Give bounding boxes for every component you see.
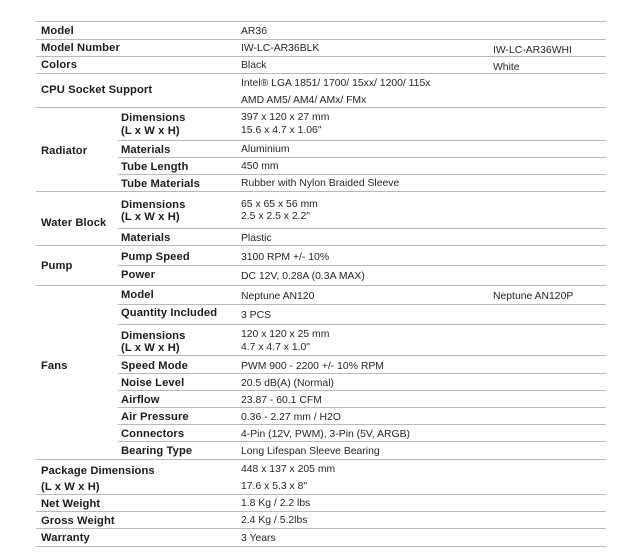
group-label-pump: Pump [41, 260, 73, 272]
row-divider [118, 228, 606, 229]
row-divider [36, 39, 606, 40]
spec-label-power: Power [121, 269, 156, 281]
spec-value-color-black: Black [241, 60, 267, 71]
spec-value-model-number-black: IW-LC-AR36BLK [241, 43, 320, 54]
spec-label-waterblock-dimensions: Dimensions [121, 199, 186, 211]
spec-sublabel-radiator-dimensions: (L x W x H) [121, 125, 180, 137]
spec-value-bearing-type: Long Lifespan Sleeve Bearing [241, 446, 380, 457]
spec-value-package-dim-mm: 448 x 137 x 205 mm [241, 464, 336, 475]
group-label-radiator: Radiator [41, 145, 88, 157]
row-divider [36, 21, 606, 22]
spec-label-net-weight: Net Weight [41, 498, 101, 510]
row-divider [36, 73, 606, 74]
row-divider [36, 459, 606, 460]
spec-value-radiator-materials: Aluminium [241, 144, 290, 155]
spec-value-waterblock-dim-mm: 65 x 65 x 56 mm [241, 199, 318, 210]
spec-sublabel-waterblock-dimensions: (L x W x H) [121, 211, 180, 223]
spec-label-pump-speed: Pump Speed [121, 251, 190, 263]
spec-value-speed-mode: PWM 900 - 2200 +/- 10% RPM [241, 361, 384, 372]
spec-label-radiator-dimensions: Dimensions [121, 112, 186, 124]
spec-label-air-pressure: Air Pressure [121, 411, 189, 423]
spec-label-connectors: Connectors [121, 428, 185, 440]
row-divider [36, 191, 606, 192]
spec-value-airflow: 23.87 - 60.1 CFM [241, 395, 322, 406]
row-divider [36, 546, 606, 547]
row-divider [118, 304, 606, 305]
row-divider [118, 390, 606, 391]
spec-value-package-dim-in: 17.6 x 5.3 x 8" [241, 481, 308, 492]
spec-label-speed-mode: Speed Mode [121, 360, 188, 372]
spec-value-model: AR36 [241, 26, 267, 37]
spec-sublabel-package-dimensions: (L x W x H) [41, 481, 100, 493]
spec-label-package-dimensions: Package Dimensions [41, 465, 155, 477]
row-divider [118, 157, 606, 158]
group-label-fans: Fans [41, 360, 68, 372]
spec-value-radiator-dim-in: 15.6 x 4.7 x 1.06" [241, 125, 322, 136]
row-divider [118, 174, 606, 175]
row-divider [36, 245, 606, 246]
row-divider [36, 528, 606, 529]
spec-value-net-weight: 1.8 Kg / 2.2 lbs [241, 498, 311, 509]
spec-label-tube-length: Tube Length [121, 161, 189, 173]
spec-label-warranty: Warranty [41, 532, 90, 544]
spec-label-bearing-type: Bearing Type [121, 445, 193, 457]
spec-label-cpu-socket: CPU Socket Support [41, 84, 153, 96]
spec-label-quantity: Quantity Included [121, 307, 218, 319]
spec-value-fan-dim-mm: 120 x 120 x 25 mm [241, 329, 330, 340]
spec-label-fan-model: Model [121, 289, 154, 301]
spec-value-pump-speed: 3100 RPM +/- 10% [241, 252, 330, 263]
spec-value-warranty: 3 Years [241, 533, 276, 544]
spec-value-fan-model: Neptune AN120 [241, 291, 315, 302]
spec-value-fan-model-p: Neptune AN120P [493, 291, 574, 302]
row-divider [36, 511, 606, 512]
row-divider [118, 407, 606, 408]
spec-label-noise-level: Noise Level [121, 377, 185, 389]
spec-sublabel-fan-dimensions: (L x W x H) [121, 342, 180, 354]
spec-label-tube-materials: Tube Materials [121, 178, 200, 190]
spec-value-tube-length: 450 mm [241, 161, 279, 172]
row-divider [118, 140, 606, 141]
spec-value-noise-level: 20.5 dB(A) (Normal) [241, 378, 334, 389]
spec-label-waterblock-materials: Materials [121, 232, 171, 244]
spec-value-connectors: 4-Pin (12V, PWM), 3-Pin (5V, ARGB) [241, 429, 411, 440]
spec-label-radiator-materials: Materials [121, 144, 171, 156]
spec-label-colors: Colors [41, 59, 78, 71]
row-divider [118, 424, 606, 425]
spec-label-model: Model [41, 25, 74, 37]
spec-value-color-white: White [493, 62, 520, 73]
spec-label-model-number: Model Number [41, 42, 120, 54]
spec-value-model-number-white: IW-LC-AR36WHI [493, 45, 572, 56]
row-divider [118, 355, 606, 356]
spec-value-fan-dim-in: 4.7 x 4.7 x 1.0" [241, 342, 310, 353]
spec-value-air-pressure: 0.36 - 2.27 mm / H2O [241, 412, 341, 423]
spec-value-socket-intel: Intel® LGA 1851/ 1700/ 15xx/ 1200/ 115x [241, 78, 431, 89]
group-label-water-block: Water Block [41, 217, 107, 229]
spec-value-socket-amd: AMD AM5/ AM4/ AMx/ FMx [241, 95, 367, 106]
row-divider [36, 494, 606, 495]
spec-label-gross-weight: Gross Weight [41, 515, 115, 527]
spec-value-gross-weight: 2.4 Kg / 5.2lbs [241, 515, 308, 526]
row-divider [118, 324, 606, 325]
spec-value-tube-materials: Rubber with Nylon Braided Sleeve [241, 178, 400, 189]
spec-value-radiator-dim-mm: 397 x 120 x 27 mm [241, 112, 330, 123]
spec-value-power: DC 12V, 0.28A (0.3A MAX) [241, 271, 365, 282]
spec-value-waterblock-dim-in: 2.5 x 2.5 x 2.2" [241, 211, 310, 222]
row-divider [118, 265, 606, 266]
row-divider [36, 285, 606, 286]
spec-label-fan-dimensions: Dimensions [121, 330, 186, 342]
spec-label-airflow: Airflow [121, 394, 160, 406]
spec-value-quantity: 3 PCS [241, 310, 272, 321]
spec-value-waterblock-materials: Plastic [241, 233, 272, 244]
